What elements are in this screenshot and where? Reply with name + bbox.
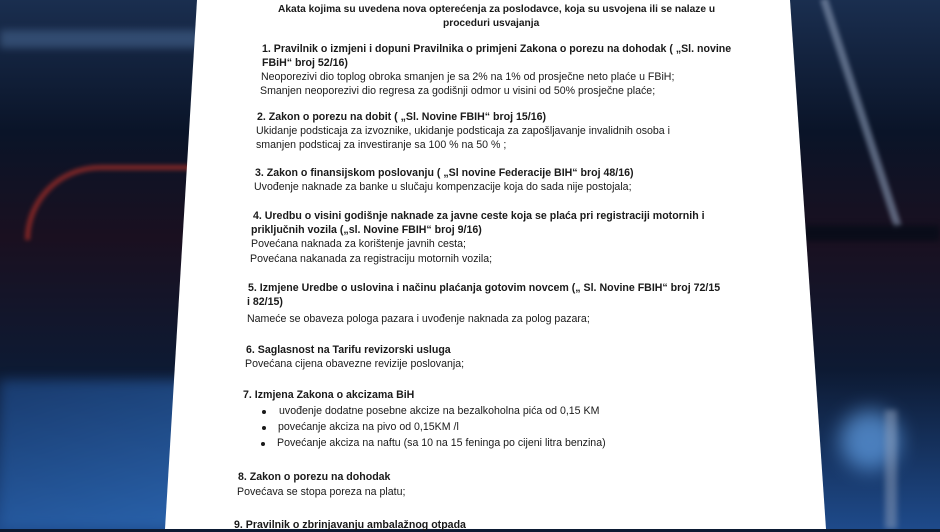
item-7-bullet-1: uvođenje dodatne posebne akcize na bezalkoholna pića od 0,15 KM: [279, 405, 600, 417]
item-4-heading-line-2: priključnih vozila („sl. Novine FBIH“ broj 9/16): [251, 224, 482, 236]
item-1-heading-line-1: 1. Pravilnik o izmjeni i dopuni Pravilnika o primjeni Zakona o porezu na dohodak ( „Sl. novine: [262, 43, 732, 55]
document-title-line-2: proceduri usvajanja: [443, 18, 540, 29]
item-2-text-1: Ukidanje podsticaja za izvoznike, ukidanje podsticaja za zapošljavanje invalidnih osoba i: [256, 125, 670, 137]
item-6-heading: 6. Saglasnost na Tarifu revizorski usluga: [246, 344, 451, 356]
item-6-text-1: Povećana cijena obavezne revizije poslovanja;: [245, 358, 465, 370]
item-4-text-1: Povećana naknada za korištenje javnih cesta;: [251, 238, 466, 250]
item-2-text-2: smanjen podsticaj za investiranje sa 100 % na 50 % ;: [256, 139, 507, 151]
item-7-heading: 7. Izmjena Zakona o akcizama BiH: [243, 389, 415, 401]
item-5-text-1: Nameće se obaveza pologa pazara i uvođenje naknada za polog pazara;: [247, 313, 590, 325]
item-9-heading: 9. Pravilnik o zbrinjavanju ambalažnog otpada: [234, 519, 466, 531]
item-5-heading-line-2: i 82/15): [247, 296, 283, 308]
item-8-heading: 8. Zakon o porezu na dohodak: [238, 471, 391, 483]
item-1-heading-line-2: FBiH“ broj 52/16): [262, 57, 348, 69]
item-8-text-1: Povećava se stopa poreza na platu;: [237, 486, 406, 498]
item-7-bullet-2: povećanje akciza na pivo od 0,15KM /l: [278, 421, 459, 433]
item-4-text-2: Povećana nakanada za registraciju motornih vozila;: [250, 253, 493, 265]
item-5-heading-line-1: 5. Izmjene Uredbe o uslovina i načinu plaćanja gotovim novcem („ Sl. Novine FBIH“ broj 72/15: [248, 282, 721, 294]
item-1-text-2: Smanjen neoporezivi dio regresa za godišnji odmor u visini od 50% prosječne plaće;: [260, 85, 656, 97]
document-title-line-1: Akata kojima su uvedena nova opterećenja za poslodavce, koja su usvojena ili se nalaze u: [278, 4, 716, 15]
item-7-bullet-3: Povećanje akciza na naftu (sa 10 na 15 feninga po cijeni litra benzina): [277, 437, 606, 449]
item-2-heading: 2. Zakon o porezu na dobit ( „Sl. Novine FBIH“ broj 15/16): [257, 111, 547, 123]
bullet-icon: [261, 442, 265, 446]
item-4-heading-line-1: 4. Uredbu o visini godišnje naknade za javne ceste koja se plaća pri registraciji motornih i: [253, 210, 705, 222]
bullet-icon: [262, 410, 266, 414]
item-3-text-1: Uvođenje naknade za banke u slučaju kompenzacije koja do sada nije postojala;: [254, 181, 632, 193]
item-3-heading: 3. Zakon o finansijskom poslovanju ( „Sl novine Federacije BIH“ broj 48/16): [255, 167, 634, 179]
item-1-text-1: Neoporezivi dio toplog obroka smanjen je sa 2% na 1% od prosječne neto plaće u FBiH;: [261, 71, 675, 83]
bullet-icon: [262, 426, 266, 430]
